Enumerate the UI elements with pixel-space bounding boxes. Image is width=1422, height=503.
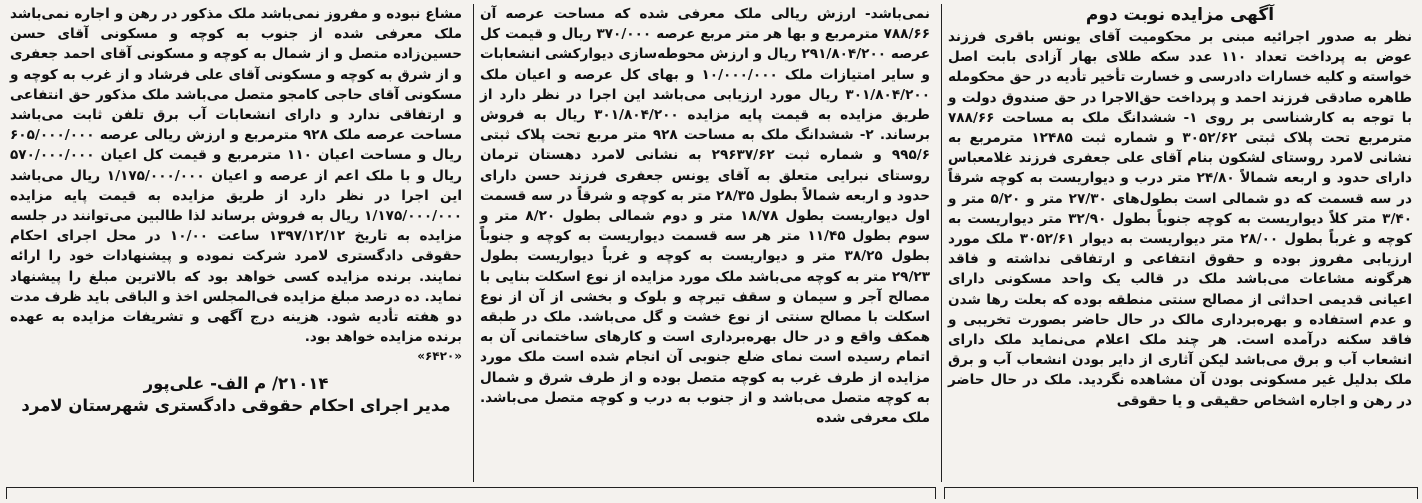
notice-body-middle: نمی‌باشد- ارزش ریالی ملک معرفی شده که مساحت عرصه آن ۷۸۸/۶۶ مترمربع و بها هر متر مربع عرصه ۳۷۰/۰۰۰ ریال و قیمت کل عرصه ۲۹۱/۸۰۴/۲۰۰ ریال و ارزش محوطه‌سازی دیوارکشی انشعابات و سایر امتیازات ملک ۱۰/۰۰۰/۰۰۰ و بهای کل عرصه و اعیان ملک ۳۰۱/۸۰۴/۲۰۰ ریال مورد ارزیابی می‌باشد این اجرا در نظر دارد از طریق مزایده به قیمت پایه مزایده ۳۰۱/۸۰۴/۲۰۰ ریال به فروش برساند. ۲- ششدانگ ملک به مساحت ۹۲۸ متر مربع تحت پلاک ثبتی ۹۹۵/۶ و شماره ثبت ۲۹۶۳۷/۶۲ به نشانی لامرد دهستان ترمان روستای نبرایی متعلق به آقای یونس جعفری فرزند حسن دارای حدود و اربعه شمالاً بطول ۲۸/۳۵ متر به کوچه و شرقاً در سه قسمت اول دیواریست بطول ۱۸/۷۸ متر و دوم شمالی بطول ۸/۲۰ متر و سوم بطول ۱۱/۴۵ متر هر سه قسمت دیواریست به کوچه و جنوباً بطول ۳۸/۲۵ متر و دیواریست به کوچه و غرباً دیواریست بطول ۲۹/۲۳ متر به کوچه می‌باشد ملک مورد مزایده از نوع اسکلت بنایی با مصالح آجر و سیمان و سقف تیرچه و بلوک و بخشی از آن از نوع اسکلت با مصالح سنتی از نوع خشت و گل می‌باشد. ملک در طبقه همکف واقع و در حال بهره‌برداری است و کارهای ساختمانی آن به اتمام رسیده است نمای ضلع جنوبی آن انجام شده است ملک مورد مزایده از طرف غرب به کوچه متصل بوده و از طرف شرق و شمال به کوچه متصل می‌باشد و از جنوب به درب و کوچه متصل می‌باشد. ملک معرفی شده — [480, 6, 931, 427]
notice-column-left — [6, 4, 468, 482]
notice-column-middle — [476, 4, 936, 482]
notice-code: «۶۴۲۰» — [417, 349, 462, 364]
notice-body-left: مشاع نبوده و مفروز نمی‌باشد ملک مذکور در رهن و اجاره نمی‌باشد ملک معرفی شده از جنوب به کوچه و مسکونی آقای حسن حسین‌زاده متصل و از شمال به کوچه و مسکونی آقای احمد جعفری و از شرق به کوچه و مسکونی آقای علی فرشاد و از غرب به کوچه و مسکونی آقای حاجی کامجو متصل می‌باشد ملک مذکور حق انتفاعی و ارتفاقی ندارد و دارای انشعابات آب برق تلفن ثابت می‌باشد مساحت عرصه ملک ۹۲۸ مترمربع و ارزش ریالی عرصه ۶۰۵/۰۰۰/۰۰۰ ریال و مساحت اعیان ۱۱۰ مترمربع و قیمت کل اعیان ۵۷۰/۰۰۰/۰۰۰ ریال و با ملک اعم از عرصه و اعیان ۱/۱۷۵/۰۰۰/۰۰۰ ریال می‌باشد این اجرا در نظر دارد از طریق مزایده به قیمت پایه مزایده ۱/۱۷۵/۰۰۰/۰۰۰ ریال به فروش برساند لذا طالبین می‌توانند در جلسه مزایده به تاریخ ۱۳۹۷/۱۲/۱۲ ساعت ۱۰/۰۰ در محل اجرای احکام حقوقی دادگستری لامرد شرکت نموده و پیشنهادات خود را ارائه نمایند. برنده مزایده کسی خواهد بود که بالاترین مبلغ را پیشنهاد نماید. ده درصد مبلغ مزایده فی‌المجلس اخذ و الباقی باید ظرف مدت دو هفته تأدیه شود. هزینه درج آگهی و تشریفات مزایده به عهده برنده مزایده خواهد بود. — [10, 6, 462, 346]
column-divider — [941, 4, 942, 482]
next-notice-border — [6, 487, 936, 499]
notice-column-right — [944, 4, 1418, 482]
signature-block — [10, 373, 462, 417]
notice-title: آگهی مزایده نوبت دوم — [1085, 5, 1275, 25]
next-notice-border — [944, 487, 1418, 499]
notice-body-right: نظر به صدور اجرائیه مبنی بر محکومیت آقای یونس باقری فرزند عوض به پرداخت تعداد ۱۱۰ عدد سکه طلای بهار آزادی بابت اصل خواسته و کلیه خسارات دادرسی و خسارت تأخیر تأدیه در حق محکومله طاهره صادقی فرزند احمد و پرداخت حق‌الاجرا در حق صندوق دولت و با توجه به کارشناسی بر روی ۱- ششدانگ ملک به مساحت ۷۸۸/۶۶ مترمربع تحت پلاک ثبتی ۳۰۵۲/۶۲ و شماره ثبت ۱۲۴۸۵ مترمربع به نشانی لامرد روستای لشکون بنام آقای علی جعفری فرزند غلامعباس دارای حدود و اربعه شمالاً ۲۴/۸۰ متر درب و دیواریست به کوچه شرقاً در سه قسمت که دو شمالی است بطول‌های ۲۷/۳۰ متر و ۵/۲۰ متر و ۳/۴۰ متر کلاً دیواریست به کوچه جنوباً بطول ۳۲/۹۰ متر دیواریست به کوچه و غرباً بطول ۲۸/۰۰ متر دیواریست به دیوار ۳۰۵۲/۶۱ ملک مورد ارزیابی مفروز بوده و حقوق انتفاعی و ارتفاقی نداشته و فاقد هرگونه مشاعات می‌باشد ملک در قالب یک واحد مسکونی دارای اعیانی قدیمی احداثی از مصالح سنتی منطقه بوده که بعلت رها شدن و عدم استفاده و بهره‌برداری مالک در حال حاضر بصورت تخریبی و فاقد سکنه درآمده است. هر چند ملک اعلام می‌نماید ملک دارای انشعاب آب و برق می‌باشد لیکن آثاری از دایر بودن انشعاب آب و برق ملک بدلیل غیر مسکونی بودن آن مشاهده نگردید. ملک در حال حاضر در رهن و اجاره اشخاص حقیقی و یا حقوقی — [948, 29, 1413, 409]
notice-signatory: مدیر اجرای احکام حقوقی دادگستری شهرستان لامرد — [21, 396, 451, 416]
column-divider — [473, 4, 474, 482]
notice-reference: ۲۱۰۱۴/ م الف- علی‌پور — [143, 374, 329, 394]
